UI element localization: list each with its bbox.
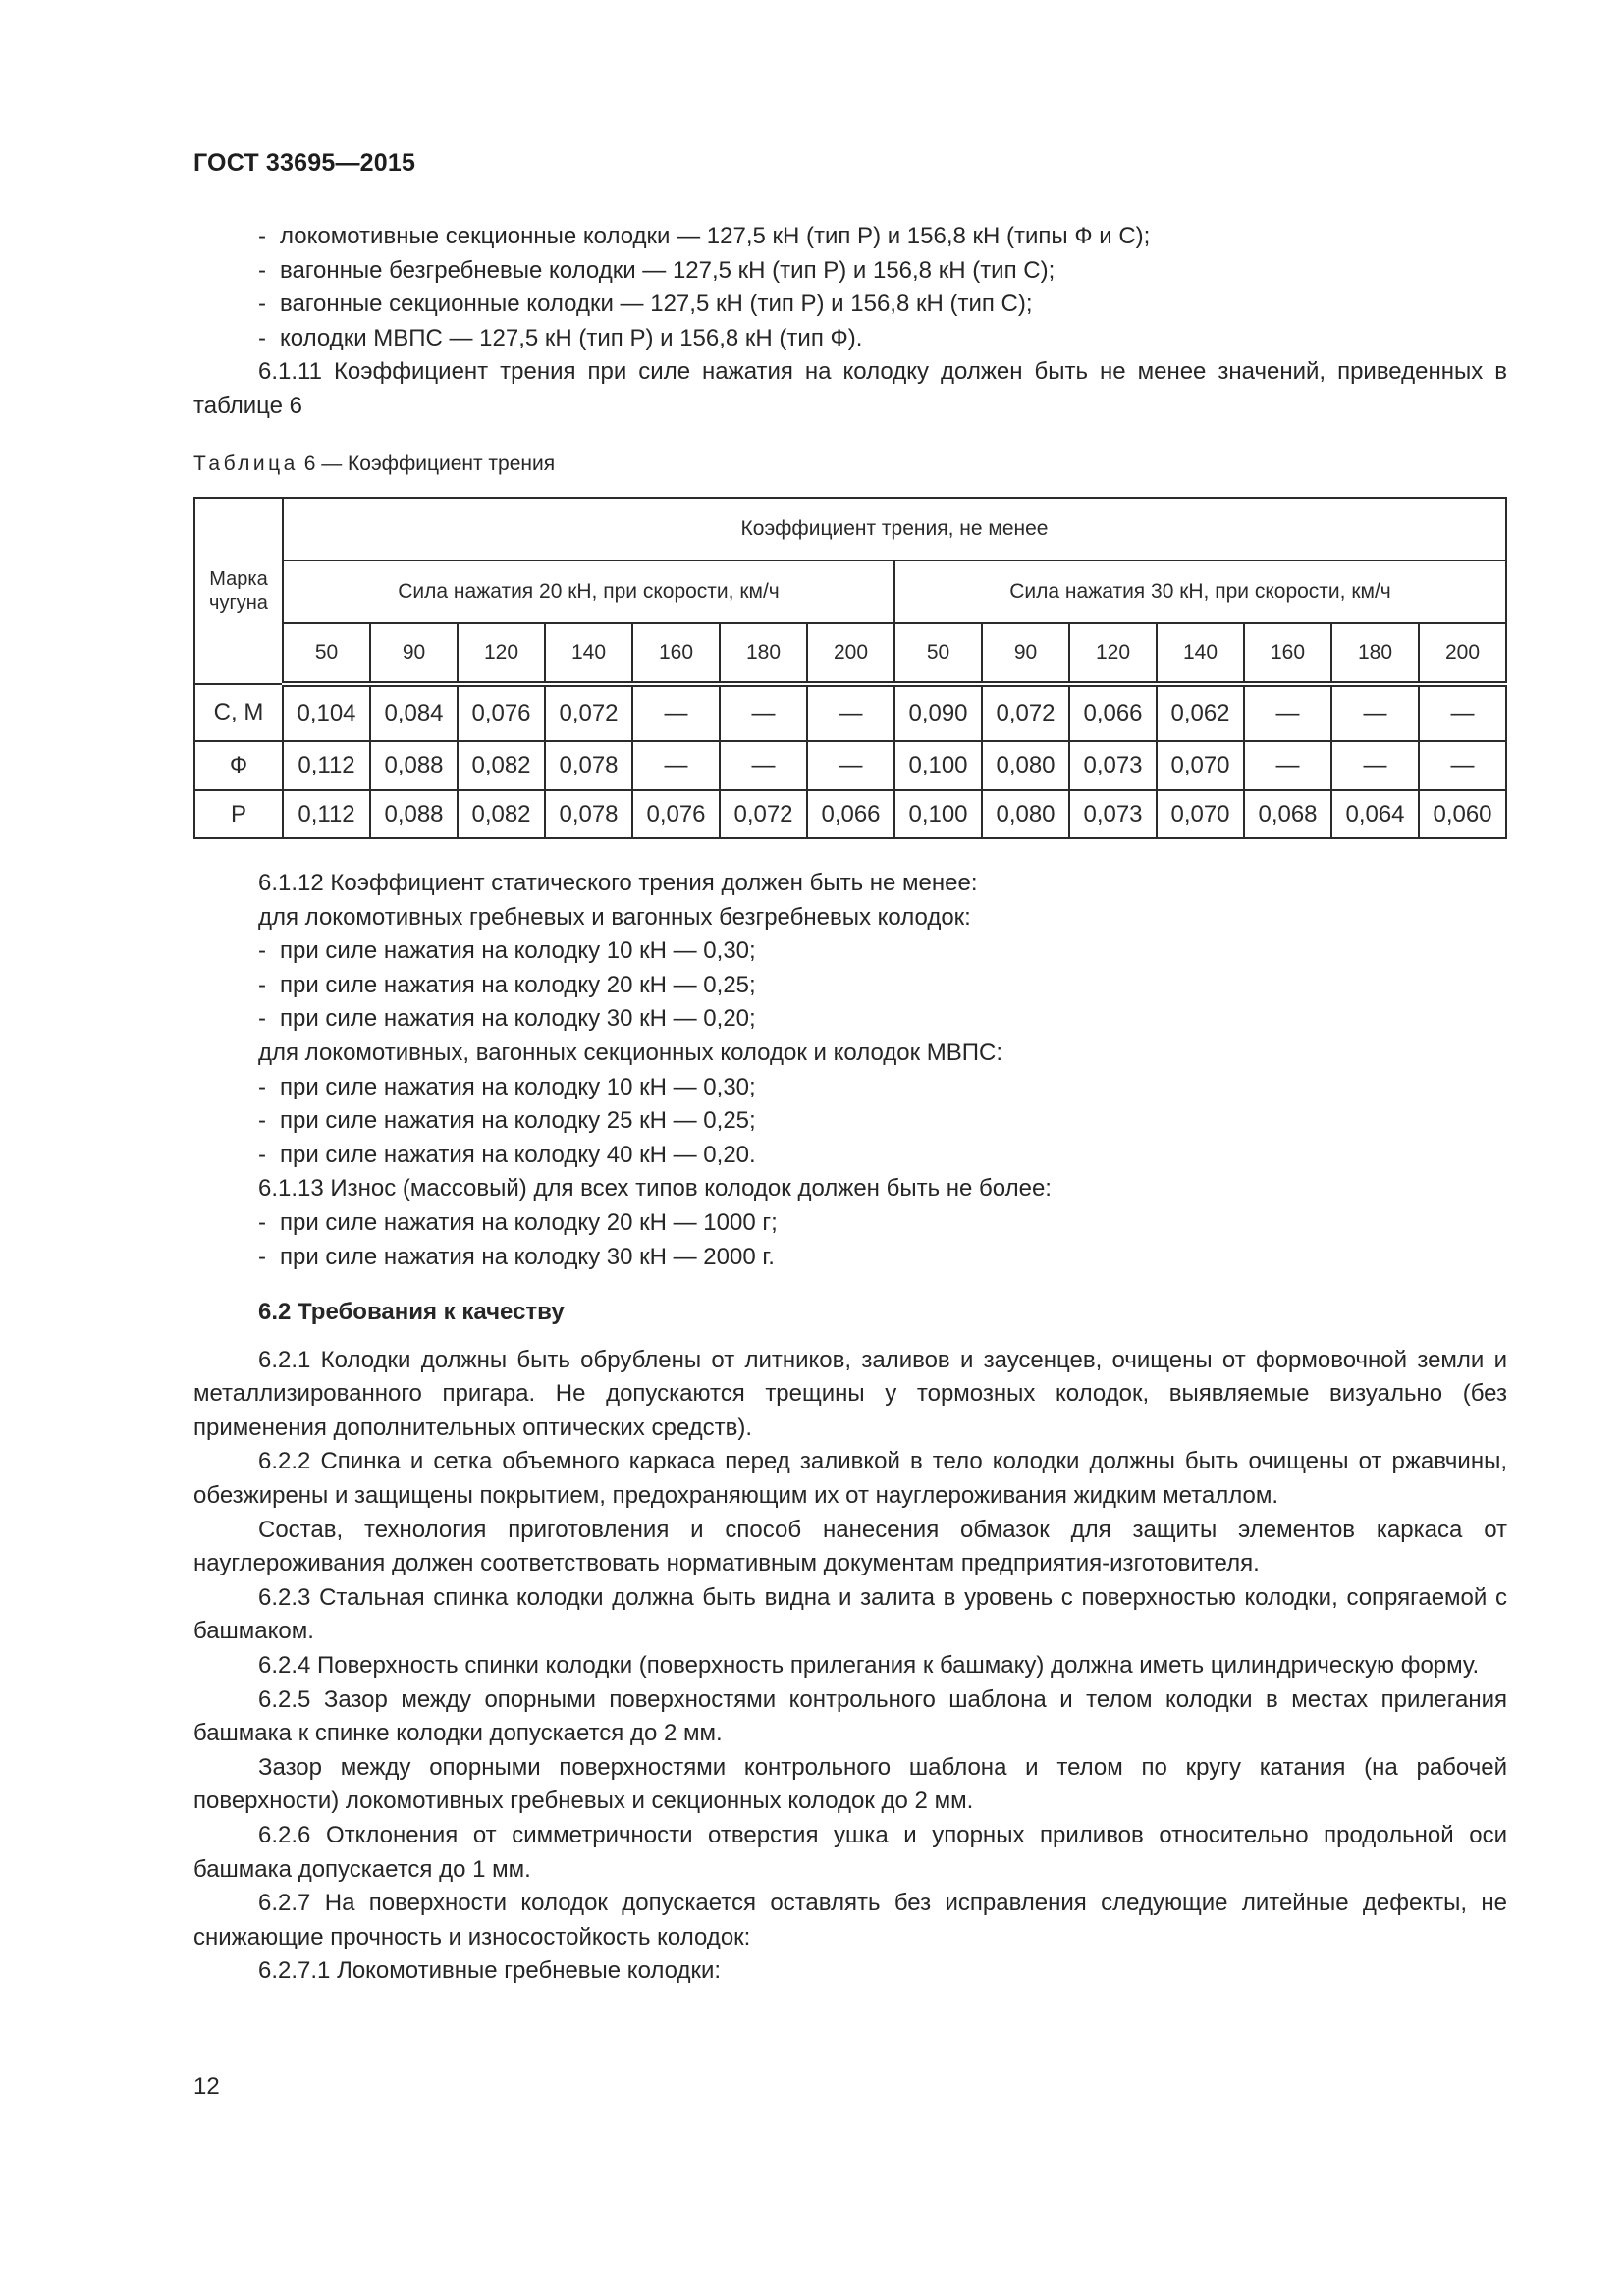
table-caption-word: Таблица xyxy=(193,453,298,475)
table-cell: — xyxy=(1331,684,1419,741)
table-cell: 0,072 xyxy=(720,790,807,838)
table-cell: — xyxy=(1244,741,1331,790)
table-cell: 0,076 xyxy=(458,684,545,741)
table-cell: 0,082 xyxy=(458,741,545,790)
table-cell: 0,080 xyxy=(982,790,1069,838)
speed-header-cell: 180 xyxy=(720,623,807,684)
list-item: - вагонные безгребневые колодки — 127,5 кН (тип Р) и 156,8 кН (тип С); xyxy=(258,256,1056,284)
table-cell: — xyxy=(1419,684,1506,741)
document-header: ГОСТ 33695—2015 xyxy=(193,149,416,177)
table-cell: 0,062 xyxy=(1157,684,1244,741)
table-cell: 0,088 xyxy=(370,741,458,790)
speed-header-cell: 160 xyxy=(1244,623,1331,684)
paragraph-6-2-7: 6.2.7 На поверхности колодок допускается оставлять без исправления следующие литейные дефекты, не снижающие прочность и износостойкость колодок: xyxy=(193,1890,1507,1950)
table-cell: 0,078 xyxy=(545,790,632,838)
table-cell: 0,112 xyxy=(283,790,370,838)
section-heading: 6.2 Требования к качеству xyxy=(258,1299,565,1325)
speed-header-cell: 140 xyxy=(1157,623,1244,684)
table-cell: 0,076 xyxy=(632,790,720,838)
list-item: - при силе нажатия на колодку 30 кН — 2000 г. xyxy=(258,1243,775,1270)
table-cell: 0,100 xyxy=(894,741,982,790)
paragraph-6-1-13: 6.1.13 Износ (массовый) для всех типов колодок должен быть не более: xyxy=(258,1175,1052,1202)
table-cell: 0,082 xyxy=(458,790,545,838)
list-item: - при силе нажатия на колодку 20 кН — 1000 г; xyxy=(258,1208,778,1236)
table-cell: 0,060 xyxy=(1419,790,1506,838)
paragraph-6-2-7-1: 6.2.7.1 Локомотивные гребневые колодки: xyxy=(258,1957,722,1985)
table-cell: 0,112 xyxy=(283,741,370,790)
speed-header-cell: 90 xyxy=(982,623,1069,684)
table-cell: 0,104 xyxy=(283,684,370,741)
speed-header-cell: 200 xyxy=(807,623,894,684)
cast-iron-grade: Р xyxy=(194,790,283,838)
list-item: - локомотивные секционные колодки — 127,5 кН (тип Р) и 156,8 кН (типы Ф и С); xyxy=(258,223,1151,249)
table-cell: — xyxy=(632,684,720,741)
paragraph-6-2-6: 6.2.6 Отклонения от симметричности отверстия ушка и упорных приливов относительно продольной оси башмака допускается до 1 мм. xyxy=(193,1821,1507,1883)
list-item: - при силе нажатия на колодку 10 кН — 0,30; xyxy=(258,1073,756,1100)
table-cell: 0,066 xyxy=(807,790,894,838)
speed-header-cell: 50 xyxy=(283,623,370,684)
table-cell: 0,070 xyxy=(1157,790,1244,838)
intro-block xyxy=(193,220,1507,424)
speed-header-cell: 160 xyxy=(632,623,720,684)
section-6-2 xyxy=(193,1296,1507,1989)
speed-header-cell: 200 xyxy=(1419,623,1506,684)
column-header-top: Коэффициент трения, не менее xyxy=(283,498,1506,561)
paragraph-6-2-4: 6.2.4 Поверхность спинки колодки (поверхность прилегания к башмаку) должна иметь цилиндрическую форму. xyxy=(258,1651,1480,1679)
paragraph-6-1-11: 6.1.11 Коэффициент трения при силе нажатия на колодку должен быть не менее значений, приведенных в таблице 6 xyxy=(193,358,1507,419)
list-item: - при силе нажатия на колодку 20 кН — 0,25; xyxy=(258,971,756,998)
list-item: - колодки МВПС — 127,5 кН (тип Р) и 156,8 кН (тип Ф). xyxy=(258,324,863,351)
table-cell: — xyxy=(720,684,807,741)
table-cell: — xyxy=(1244,684,1331,741)
table-cell: — xyxy=(632,741,720,790)
table-cell: 0,072 xyxy=(982,684,1069,741)
column-header-mark: Марка чугуна xyxy=(194,498,283,684)
table-cell: 0,066 xyxy=(1069,684,1157,741)
list-item: - при силе нажатия на колодку 25 кН — 0,25; xyxy=(258,1107,756,1135)
paragraph-6-1-12: 6.1.12 Коэффициент статического трения должен быть не менее: xyxy=(258,870,978,896)
speed-header-cell: 180 xyxy=(1331,623,1419,684)
table-cell: 0,100 xyxy=(894,790,982,838)
table-cell: — xyxy=(720,741,807,790)
table-cell: 0,068 xyxy=(1244,790,1331,838)
paragraph-6-2-2-cont: Состав, технология приготовления и способ нанесения обмазок для защиты элементов каркаса от науглероживания должен соответствовать нормативным документам предприятия-изготовителя. xyxy=(193,1516,1507,1577)
speed-header-cell: 90 xyxy=(370,623,458,684)
cast-iron-grade: Ф xyxy=(194,741,283,790)
table-cell: 0,070 xyxy=(1157,741,1244,790)
table-cell: — xyxy=(807,741,894,790)
table-cell: 0,090 xyxy=(894,684,982,741)
cast-iron-grade: С, М xyxy=(194,684,283,741)
table-caption xyxy=(193,453,555,476)
table-cell: — xyxy=(807,684,894,741)
column-group-30kn: Сила нажатия 30 кН, при скорости, км/ч xyxy=(894,561,1506,623)
speed-header-row xyxy=(194,623,1506,684)
table-cell: — xyxy=(1419,741,1506,790)
table-cell: 0,073 xyxy=(1069,741,1157,790)
paragraph-6-2-5-cont: Зазор между опорными поверхностями контрольного шаблона и телом по кругу катания (на рабочей поверхности) локомотивных гребневых и секционных колодок до 2 мм. xyxy=(193,1753,1507,1815)
column-group-20kn: Сила нажатия 20 кН, при скорости, км/ч xyxy=(283,561,894,623)
table-cell: 0,078 xyxy=(545,741,632,790)
friction-coefficient-table xyxy=(193,497,1507,839)
static-friction-block xyxy=(193,867,1507,1274)
paragraph-6-2-5: 6.2.5 Зазор между опорными поверхностями контрольного шаблона и телом колодки в местах прилегания башмака к спинке колодки допускается до 2 мм. xyxy=(193,1685,1507,1747)
speed-header-cell: 120 xyxy=(1069,623,1157,684)
page-number: 12 xyxy=(193,2073,220,2100)
table-cell: 0,073 xyxy=(1069,790,1157,838)
paragraph-6-2-3: 6.2.3 Стальная спинка колодки должна быть видна и залита в уровень с поверхностью колодки, сопрягаемой с башмаком. xyxy=(193,1583,1507,1645)
table-cell: 0,064 xyxy=(1331,790,1419,838)
list-item: - при силе нажатия на колодку 30 кН — 0,20; xyxy=(258,1005,756,1033)
table-row xyxy=(194,790,1506,838)
speed-header-cell: 120 xyxy=(458,623,545,684)
list-item: - вагонные секционные колодки — 127,5 кН (тип Р) и 156,8 кН (тип С); xyxy=(258,291,1033,318)
table-cell: 0,080 xyxy=(982,741,1069,790)
list-item: - при силе нажатия на колодку 40 кН — 0,20. xyxy=(258,1141,756,1168)
table-caption-title: 6 — Коэффициент трения xyxy=(303,453,556,475)
table-cell: 0,088 xyxy=(370,790,458,838)
paragraph-6-2-2: 6.2.2 Спинка и сетка объемного каркаса перед заливкой в тело колодки должны быть очищены от ржавчины, обезжирены и защищены покрытием, предохраняющим их от науглероживания жидким металлом. xyxy=(193,1448,1507,1509)
list-item: - при силе нажатия на колодку 10 кН — 0,30; xyxy=(258,937,756,965)
speed-header-cell: 140 xyxy=(545,623,632,684)
table-cell: 0,072 xyxy=(545,684,632,741)
group-label: для локомотивных гребневых и вагонных безгребневых колодок: xyxy=(258,903,971,931)
group-label: для локомотивных, вагонных секционных колодок и колодок МВПС: xyxy=(258,1039,1003,1066)
table-cell: — xyxy=(1331,741,1419,790)
table-cell: 0,084 xyxy=(370,684,458,741)
paragraph-6-2-1: 6.2.1 Колодки должны быть обрублены от литников, заливов и заусенцев, очищены от формовочной земли и металлизированного пригара. Не допускаются трещины у тормозных колодок, выявляемые визуально (без применения дополнительных оптических средств). xyxy=(193,1346,1507,1441)
table-row xyxy=(194,684,1506,741)
table-row xyxy=(194,741,1506,790)
speed-header-cell: 50 xyxy=(894,623,982,684)
